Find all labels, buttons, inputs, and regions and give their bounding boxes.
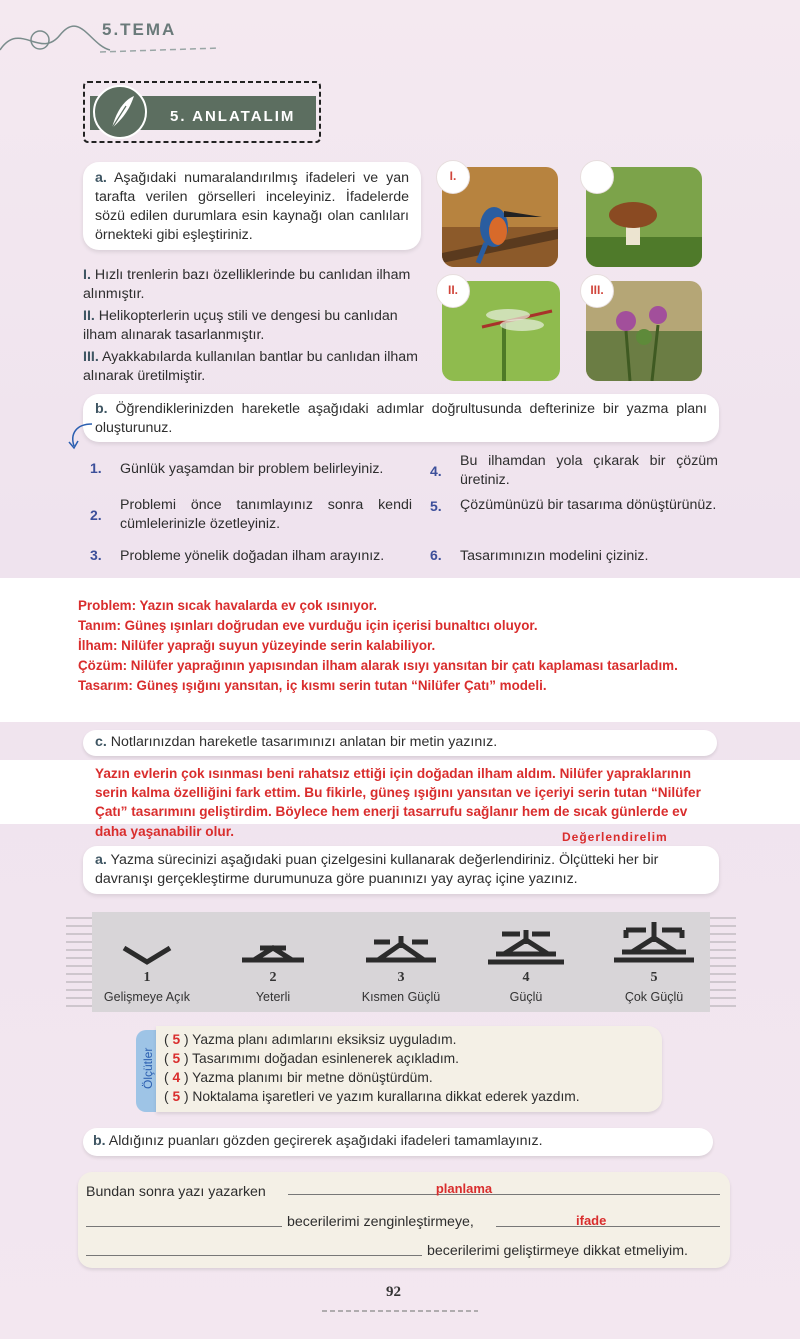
scale-num: 1 <box>143 970 151 985</box>
answer-line: İlham: Nilüfer yaprağı suyun yüzeyinde serin kalabiliyor. <box>78 638 436 653</box>
motif-3-icon <box>364 934 438 968</box>
curved-arrow-icon <box>66 420 94 452</box>
answer-plan-area[interactable] <box>0 578 800 722</box>
instruction-c: c. Notlarınızdan hareketle tasarımınızı anlatan bir metin yazınız. <box>95 734 498 750</box>
instruction-a <box>95 169 409 245</box>
answer-line: daha yaşanabilir olur. <box>95 824 235 839</box>
criteria-score[interactable]: 5 <box>172 1051 181 1066</box>
instruction-b2: b. Aldığınız puanları gözden geçirerek aşağıdaki ifadeleri tamamlayınız. <box>93 1133 543 1149</box>
criteria-score[interactable]: 4 <box>172 1070 181 1085</box>
criteria-item: ( 4 ) Yazma planımı bir metne dönüştürdüm. <box>164 1070 433 1085</box>
statement-item: II. Helikopterlerin uçuş stili ve dengesi bu canlıdan ilham alınarak tasarlanmıştır. <box>83 308 398 343</box>
answer-line: Çözüm: Nilüfer yaprağının yapısından ilham alarak ısıyı yansıtan bir çatı kaplaması tasarladım. <box>78 658 678 673</box>
criteria-score[interactable]: 5 <box>172 1032 181 1047</box>
letter-a: a. <box>95 170 107 186</box>
theme-decoration <box>0 10 230 70</box>
fill-blank-2[interactable] <box>86 1212 282 1227</box>
instruction-box-b <box>83 394 719 442</box>
instruction-box-a <box>83 162 421 250</box>
photo-label-empty[interactable] <box>580 160 614 194</box>
footer-decoration <box>320 1306 480 1316</box>
statement-item: I. Hızlı trenlerin bazı özelliklerinde bu canlıdan ilham alınmıştır. <box>83 267 411 302</box>
theme-title: 5.TEMA <box>102 20 177 39</box>
photo-label: III. <box>580 274 614 308</box>
statement-list <box>83 266 425 386</box>
rating-scale <box>66 912 736 1012</box>
completion-mid: becerilerimi zenginleştirmeye, <box>287 1214 474 1230</box>
photo-label: II. <box>436 274 470 308</box>
answer-line: Tanım: Güneş ışınları doğrudan eve vurduğu için içerisi bunaltıcı oluyor. <box>78 618 538 633</box>
step-item: 3. Probleme yönelik doğadan ilham arayınız. <box>90 547 385 564</box>
answer-line: Çatı” tasarımını geliştirdim. Böylece hem enerji tasarrufu sağlanır hem de sıcak günlerde ev <box>95 804 688 819</box>
answer-line: Problem: Yazın sıcak havalarda ev çok ısınıyor. <box>78 598 377 613</box>
blank-answer-1: planlama <box>435 1181 493 1196</box>
criteria-item: ( 5 ) Noktalama işaretleri ve yazım kurallarına dikkat ederek yazdım. <box>164 1089 580 1104</box>
motif-2-icon <box>240 942 306 966</box>
criteria-tab-label: Ölçütler <box>141 1047 155 1089</box>
criteria-item: ( 5 ) Tasarımımı doğadan esinlenerek açıkladım. <box>164 1051 460 1066</box>
banner-label: 5. ANLATALIM <box>170 108 296 125</box>
evaluate-heading: Değerlendirelim <box>562 830 668 844</box>
instruction-a-text: Aşağıdaki numaralandırılmış ifadeleri ve yan tarafta verilen görselleri inceleyiniz. İfadelerde sözü edilen durumlara esin kaynağı olan canlıları örnekteki gibi eşleştiriniz. <box>95 170 409 243</box>
step-item: 1. Günlük yaşamdan bir problem belirleyiniz. <box>90 460 384 477</box>
step-item: 6. Tasarımınızın modelini çiziniz. <box>430 547 649 564</box>
scale-num: 5 <box>650 970 658 985</box>
instruction-box-b2 <box>83 1128 713 1156</box>
scale-label: Çok Güçlü <box>624 990 684 1004</box>
blank-answer-2: ifade <box>576 1213 607 1228</box>
step-item: 5. Çözümünüzü bir tasarıma dönüştürünüz. <box>430 497 717 514</box>
fill-blank-1[interactable] <box>288 1180 720 1195</box>
step-item: 4. Bu ilhamdan yola çıkarak bir çözüm üretiniz. <box>430 453 718 488</box>
scale-label: Güçlü <box>509 990 543 1004</box>
photo-label: I. <box>436 160 470 194</box>
statement-item: III. Ayakkabılarda kullanılan bantlar bu canlıdan ilham alınarak üretilmiştir. <box>83 349 418 384</box>
completion-prefix: Bundan sonra yazı yazarken <box>86 1184 266 1200</box>
scale-num: 2 <box>269 970 277 985</box>
answer-line: Yazın evlerin çok ısınması beni rahatsız ettiği için doğadan ilham aldım. Nilüfer yapraklarının <box>95 766 692 781</box>
motif-4-icon <box>486 928 566 970</box>
scale-label: Kısmen Güçlü <box>361 990 441 1004</box>
criteria-box <box>156 1026 662 1112</box>
motif-5-icon <box>612 920 696 972</box>
criteria-item: ( 5 ) Yazma planı adımlarını eksiksiz uyguladım. <box>164 1032 457 1047</box>
fill-blank-4[interactable] <box>86 1241 422 1256</box>
instruction-box-c <box>83 730 717 756</box>
criteria-score[interactable]: 5 <box>172 1089 181 1104</box>
feather-icon <box>104 92 138 132</box>
scale-num: 4 <box>522 970 530 985</box>
scale-num: 3 <box>397 970 405 985</box>
instruction-b: b. Öğrendiklerinizden hareketle aşağıdaki adımlar doğrultusunda defterinize bir yazma planı oluşturunuz. <box>95 401 707 436</box>
step-item: 2. Problemi önce tanımlayınız sonra kendi cümlelerinizle özetleyiniz. <box>90 497 412 532</box>
page-number: 92 <box>386 1284 401 1300</box>
motif-1-icon <box>120 942 174 966</box>
completion-suffix: becerilerimi geliştirmeye dikkat etmeliyim. <box>427 1243 688 1259</box>
answer-line: Tasarım: Güneş ışığını yansıtan, iç kısmı serin tutan “Nilüfer Çatı” modeli. <box>78 678 547 693</box>
fill-blank-3[interactable] <box>496 1212 720 1227</box>
answer-line: serin kalma özelliğini fark ettim. Bu fikirle, güneş ışığını yansıtan ve içeriyi serin tutan “Nilüfer <box>95 785 701 800</box>
scale-label: Yeterli <box>255 990 291 1004</box>
step-list <box>0 450 800 575</box>
answer-text-area[interactable] <box>0 760 800 824</box>
instruction-eval: a. Yazma sürecinizi aşağıdaki puan çizelgesini kullanarak değerlendiriniz. Ölçütteki her bir davranışı gerçekleştirme durumunuza göre puanınızı yay ayraç içine yazınız. <box>95 852 659 887</box>
instruction-box-eval <box>83 846 719 894</box>
scale-label: Gelişmeye Açık <box>103 990 191 1004</box>
